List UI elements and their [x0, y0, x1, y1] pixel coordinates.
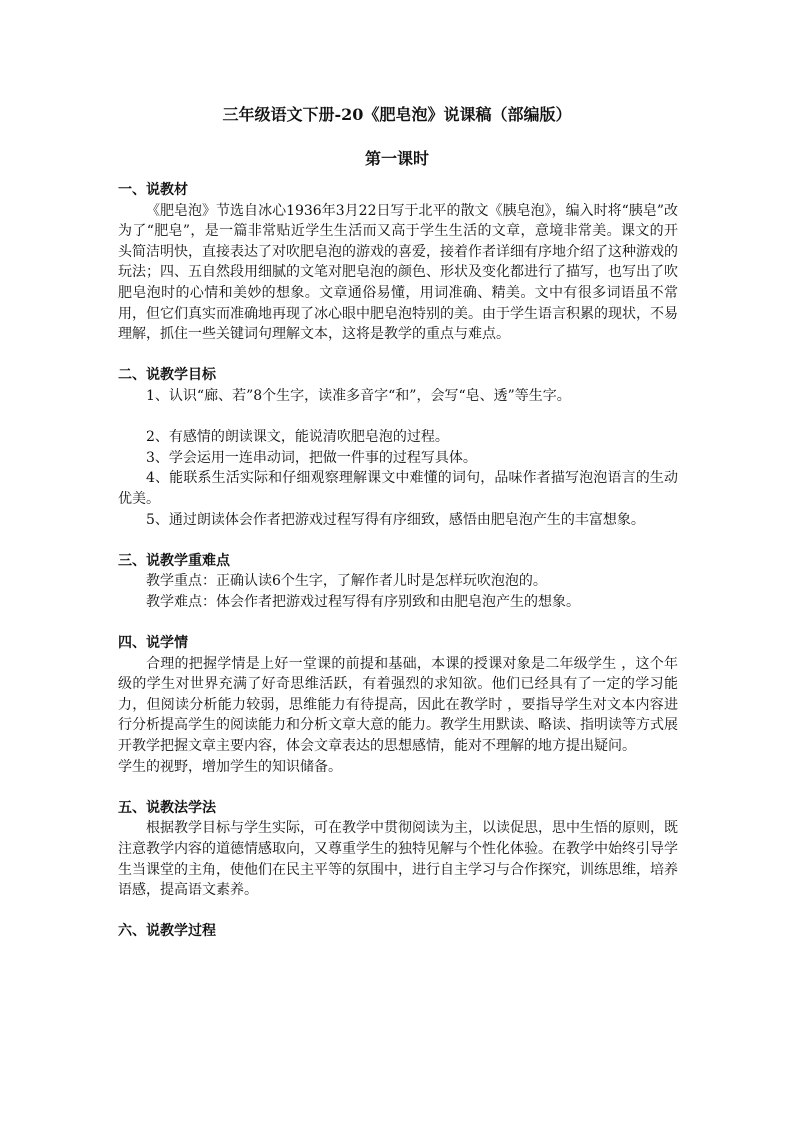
document-subtitle: 第一课时	[364, 149, 429, 168]
document-title: 三年级语文下册-20《肥皂泡》说课稿（部编版）	[222, 105, 572, 124]
section-paragraph-methods: 根据教学目标与学生实际，可在教学中贯彻阅读为主，以读促思，思中生悟的原则，既注意教学内容的道德情感取向，又尊重学生的独特见解与个性化体验。在教学中始终引导学生当课堂的主角，使他们在民主平等的氛围中，进行自主学习与合作探究，训练思维，培养语感，提高语文素养。	[118, 820, 678, 899]
section-heading-process: 六、说教学过程	[118, 923, 216, 940]
key-point-text: 教学重点：正确认读6个生字，了解作者儿时是怎样玩吹泡泡的。	[146, 573, 547, 590]
section-heading-methods: 五、说教法学法	[118, 799, 216, 816]
goal-item-2: 2、有感情的朗读课文，能说清吹肥皂泡的过程。	[146, 429, 449, 446]
section-paragraph-students-tail: 学生的视野，增加学生的知识储备。	[118, 758, 342, 775]
goal-item-1: 1、认识“廊、若”8个生字，读准多音字“和”，会写“皂、透”等生字。	[146, 387, 571, 404]
section-heading-students: 四、说学情	[118, 635, 188, 652]
section-heading-goals: 二、说教学目标	[118, 367, 216, 384]
section-heading-key-points: 三、说教学重难点	[118, 552, 230, 569]
goal-item-5: 5、通过朗读体会作者把游戏过程写得有序细致，感悟由肥皂泡产生的丰富想象。	[146, 511, 645, 528]
goal-item-3: 3、学会运用一连串动词，把做一件事的过程写具体。	[146, 449, 477, 466]
section-paragraph-textbook: 《肥皂泡》节选自冰心1936年3月22日写于北平的散文《胰皂泡》，编入时将“胰皂”改为了“肥皂”，是一篇非常贴近学生生活而又高于学生生活的文章，意境非常美。课文的开头简洁明快，直接表达了对吹肥皂泡的游戏的喜爱，接着作者详细有序地介绍了这种游戏的玩法；四、五自然段用细腻的文笔对肥皂泡的颜色、形状及变化都进行了描写，也写出了吹肥皂泡时的心情和美妙的想象。文章通俗易懂，用词准确、精美。文中有很多词语虽不常用，但它们真实而准确地再现了冰心眼中肥皂泡特别的美。由于学生语言积累的现状，不易理解，抓住一些关键词句理解文本，这将是教学的重点与难点。	[118, 202, 678, 343]
document-body	[118, 180, 678, 942]
section-paragraph-students: 合理的把握学情是上好一堂课的前提和基础，本课的授课对象是二年级学生 ，这个年级的学生对世界充满了好奇思维活跃，有着强烈的求知欲。他们已经具有了一定的学习能力，但阅读分析能力较弱，思维能力有待提高，因此在教学时 ，要指导学生对文本内容进行分析提高学生的阅读能力和分析文章大意的能力。教学生用默读、略读、指明读等方式展开教学把握文章主要内容，体会文章表达的思想感情，能对不理解的地方提出疑问。	[118, 655, 678, 755]
goal-item-4: 4、能联系生活实际和仔细观察理解课文中难懂的词句，品味作者描写泡泡语言的生动优美。	[118, 470, 678, 507]
section-heading-textbook: 一、说教材	[118, 182, 188, 198]
difficulty-text: 教学难点：体会作者把游戏过程写得有序别致和由肥皂泡产生的想象。	[146, 593, 580, 610]
